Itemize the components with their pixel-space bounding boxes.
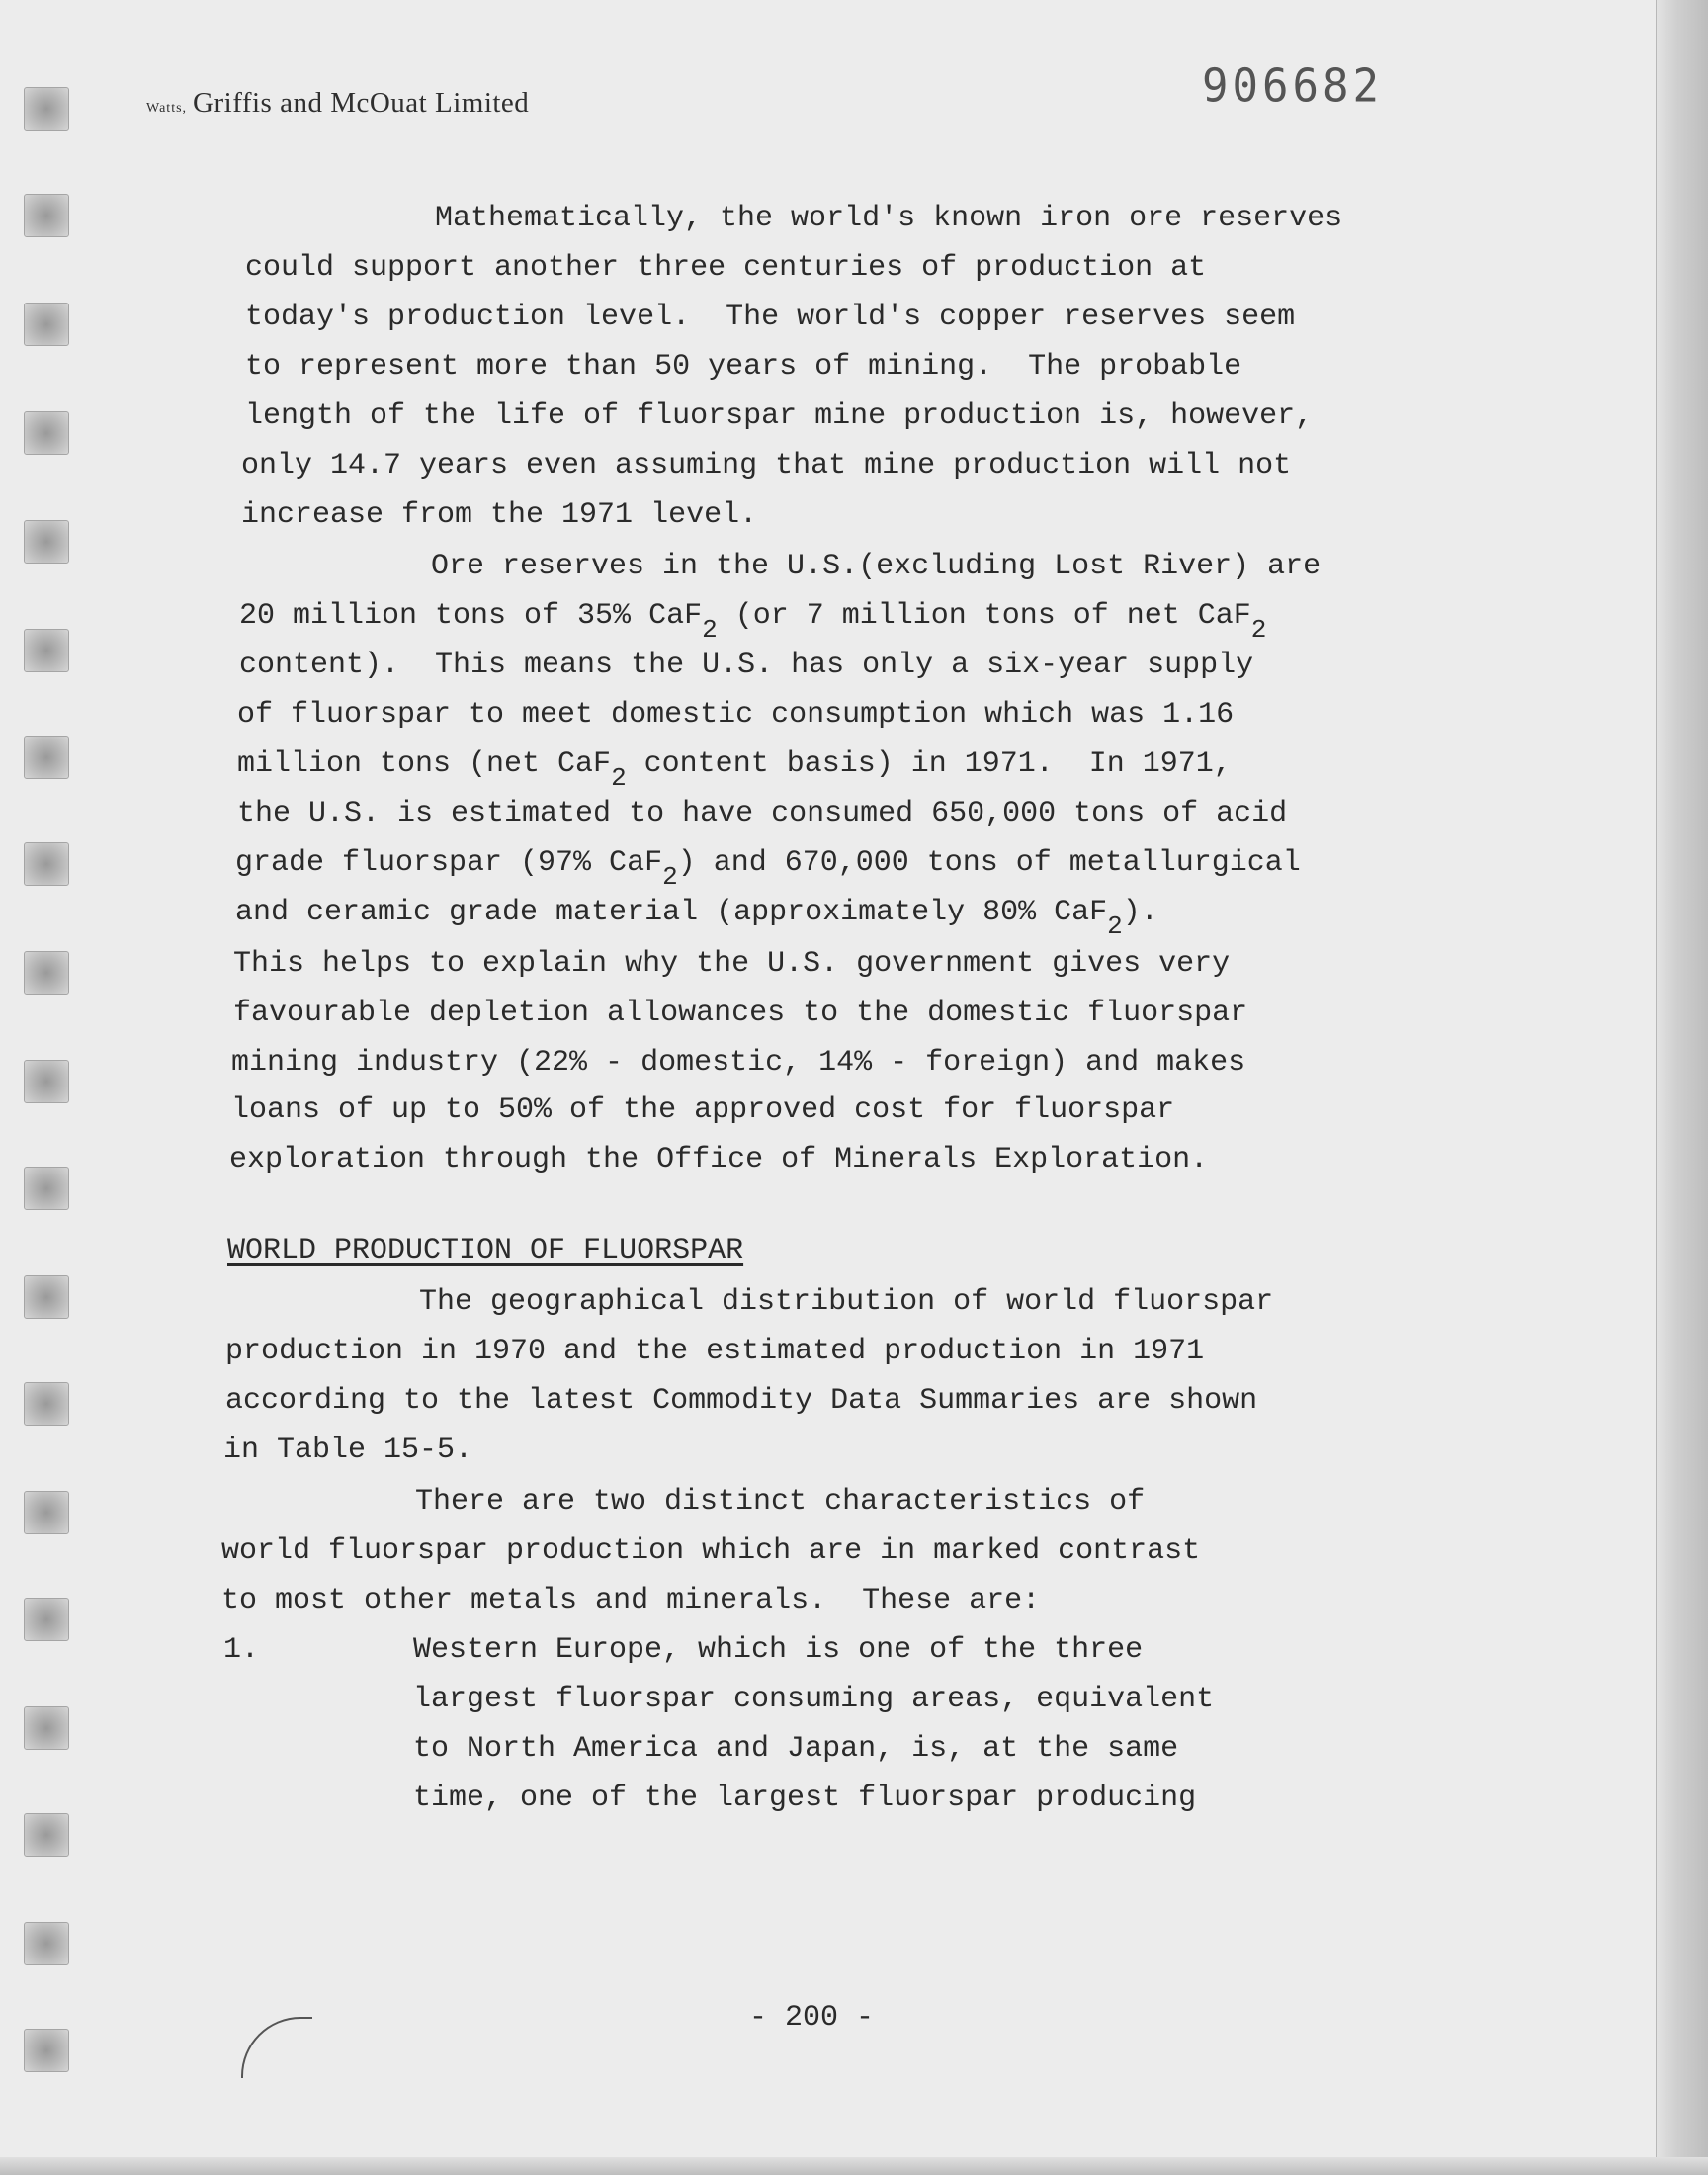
binding-hole bbox=[24, 411, 69, 455]
binding-hole bbox=[24, 629, 69, 672]
text-line bbox=[229, 1135, 1208, 1184]
text-line bbox=[239, 591, 1267, 645]
text-line bbox=[223, 1625, 259, 1675]
text-line bbox=[413, 1675, 1214, 1724]
text-segment: Mathematically, the world's known iron ore reserves bbox=[435, 202, 1343, 235]
text-segment: grade fluorspar (97% CaF bbox=[235, 846, 663, 880]
text-segment: increase from the 1971 level. bbox=[241, 498, 758, 532]
text-line bbox=[221, 1526, 1200, 1576]
text-segment: content). This means the U.S. has only a six-year supply bbox=[239, 649, 1254, 682]
text-line bbox=[431, 542, 1321, 591]
text-segment: the U.S. is estimated to have consumed 650,000 tons of acid bbox=[237, 797, 1288, 830]
binding-hole bbox=[24, 1813, 69, 1857]
document-number-stamp: 906682 bbox=[1202, 59, 1383, 114]
text-line bbox=[235, 888, 1158, 941]
text-segment: ). bbox=[1122, 896, 1158, 929]
text-line bbox=[223, 1426, 472, 1475]
text-line bbox=[231, 1038, 1245, 1088]
text-line bbox=[237, 789, 1287, 838]
binding-hole bbox=[24, 736, 69, 779]
text-line bbox=[237, 690, 1234, 740]
text-line bbox=[241, 490, 757, 540]
text-segment: in Table 15-5. bbox=[223, 1434, 473, 1467]
text-segment: (or 7 million tons of net CaF bbox=[717, 599, 1251, 633]
letterhead-company-name: Griffis and McOuat Limited bbox=[193, 87, 530, 119]
binding-hole bbox=[24, 194, 69, 237]
text-line bbox=[413, 1625, 1143, 1675]
binding-hole bbox=[24, 1382, 69, 1426]
text-segment: to North America and Japan, is, at the same bbox=[413, 1732, 1179, 1766]
binding-hole bbox=[24, 87, 69, 130]
text-segment: production in 1970 and the estimated production in 1971 bbox=[225, 1335, 1205, 1368]
binding-hole bbox=[24, 951, 69, 995]
text-segment: time, one of the largest fluorspar producing bbox=[413, 1782, 1197, 1815]
binding-hole bbox=[24, 842, 69, 886]
text-segment: Western Europe, which is one of the three bbox=[413, 1633, 1144, 1667]
binding-hole bbox=[24, 1275, 69, 1319]
text-line bbox=[241, 441, 1291, 490]
text-segment: favourable depletion allowances to the domestic fluorspar bbox=[233, 997, 1248, 1030]
subscript: 2 bbox=[1250, 615, 1267, 645]
text-segment: mining industry (22% - domestic, 14% - foreign) and makes bbox=[231, 1046, 1246, 1080]
text-segment: content basis) in 1971. In 1971, bbox=[626, 747, 1232, 781]
text-line bbox=[245, 243, 1206, 293]
binding-hole bbox=[24, 303, 69, 346]
subscript: 2 bbox=[611, 763, 627, 793]
text-line bbox=[231, 1086, 1174, 1135]
section-heading bbox=[227, 1226, 743, 1275]
text-segment: and ceramic grade material (approximately 80% CaF bbox=[235, 896, 1108, 929]
handwritten-mark bbox=[241, 2017, 312, 2078]
binding-hole bbox=[24, 1167, 69, 1210]
subscript: 2 bbox=[702, 615, 718, 645]
text-segment: There are two distinct characteristics of bbox=[415, 1485, 1146, 1519]
page-edge-shadow bbox=[1656, 0, 1708, 2175]
text-segment: 20 million tons of 35% CaF bbox=[239, 599, 703, 633]
text-segment: 1. bbox=[223, 1633, 260, 1667]
text-segment: could support another three centuries of production at bbox=[245, 251, 1207, 285]
text-line bbox=[435, 194, 1342, 243]
binding-hole bbox=[24, 1491, 69, 1534]
text-segment: of fluorspar to meet domestic consumption which was 1.16 bbox=[237, 698, 1235, 732]
text-line bbox=[233, 939, 1230, 989]
page-bottom-edge bbox=[0, 2157, 1708, 2175]
text-line bbox=[239, 641, 1253, 690]
text-segment: Ore reserves in the U.S.(excluding Lost River) are bbox=[431, 550, 1322, 583]
text-line bbox=[233, 989, 1247, 1038]
binding-hole bbox=[24, 1706, 69, 1750]
binding-hole bbox=[24, 1598, 69, 1641]
letterhead bbox=[146, 87, 529, 120]
text-line bbox=[419, 1277, 1273, 1327]
text-line bbox=[225, 1327, 1204, 1376]
text-segment: loans of up to 50% of the approved cost for fluorspar bbox=[231, 1093, 1175, 1127]
text-segment: only 14.7 years even assuming that mine production will not bbox=[241, 449, 1292, 482]
text-segment: WORLD PRODUCTION OF FLUORSPAR bbox=[227, 1234, 744, 1267]
text-line bbox=[415, 1477, 1145, 1526]
letterhead-prefix: Watts, bbox=[146, 101, 188, 116]
binding-hole bbox=[24, 1922, 69, 1965]
subscript: 2 bbox=[1107, 912, 1123, 941]
text-line bbox=[413, 1774, 1196, 1823]
text-segment: length of the life of fluorspar mine production is, however, bbox=[245, 399, 1314, 433]
text-segment: million tons (net CaF bbox=[237, 747, 612, 781]
binding-hole bbox=[24, 520, 69, 564]
text-segment: The geographical distribution of world fluorspar bbox=[419, 1285, 1274, 1319]
text-segment: according to the latest Commodity Data Summaries are shown bbox=[225, 1384, 1258, 1418]
text-line bbox=[225, 1376, 1257, 1426]
text-line bbox=[245, 342, 1241, 392]
binding-hole bbox=[24, 2029, 69, 2072]
binding-hole bbox=[24, 1060, 69, 1103]
text-line bbox=[413, 1724, 1178, 1774]
text-segment: to most other metals and minerals. These are: bbox=[221, 1584, 1041, 1617]
subscript: 2 bbox=[662, 862, 678, 892]
text-segment: to represent more than 50 years of mining. The probable bbox=[245, 350, 1242, 384]
text-segment: ) and 670,000 tons of metallurgical bbox=[677, 846, 1301, 880]
text-segment: today's production level. The world's copper reserves seem bbox=[245, 301, 1296, 334]
text-line bbox=[235, 838, 1301, 892]
text-line bbox=[245, 293, 1295, 342]
text-segment: world fluorspar production which are in marked contrast bbox=[221, 1534, 1201, 1568]
page-number: - 200 - bbox=[749, 2001, 875, 2035]
text-segment: exploration through the Office of Minerals Exploration. bbox=[229, 1143, 1209, 1176]
text-line bbox=[237, 740, 1232, 793]
text-segment: largest fluorspar consuming areas, equivalent bbox=[413, 1683, 1215, 1716]
text-line bbox=[221, 1576, 1040, 1625]
binding-holes bbox=[18, 0, 77, 2175]
text-line bbox=[245, 392, 1313, 441]
text-segment: This helps to explain why the U.S. government gives very bbox=[233, 947, 1231, 981]
